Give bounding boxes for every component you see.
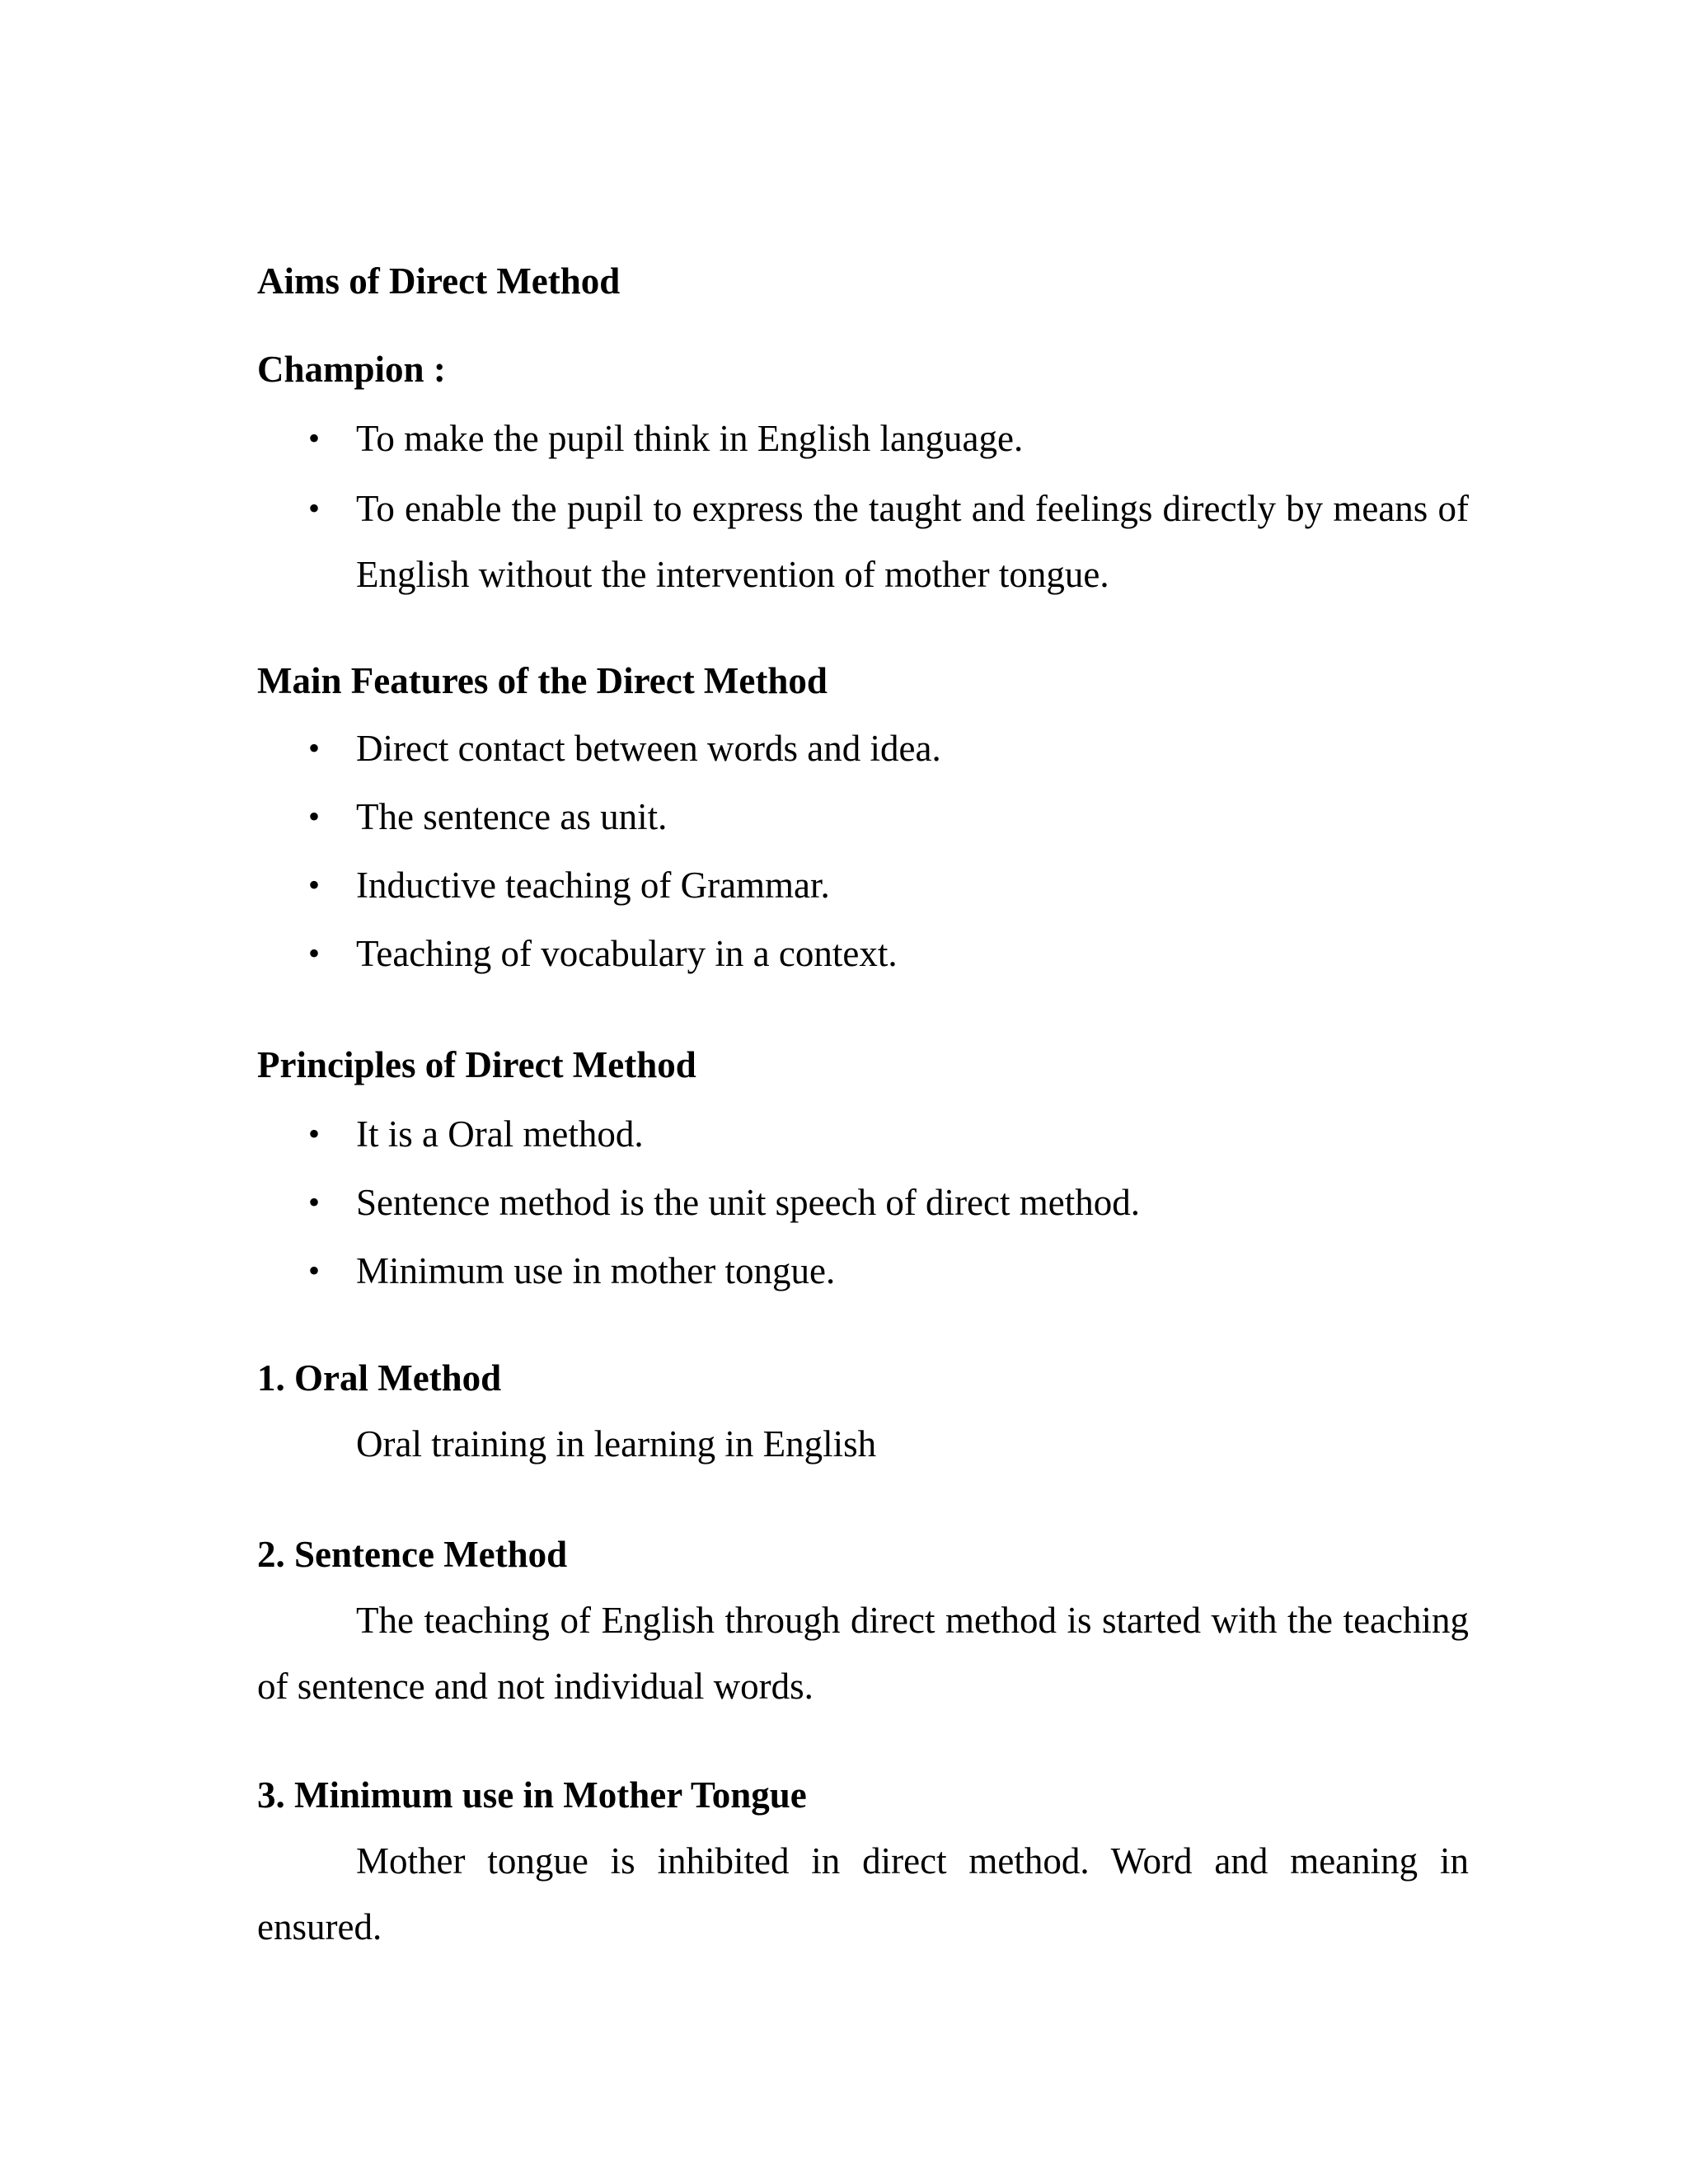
bullet-icon: • bbox=[308, 935, 321, 972]
oral-method-text: Oral training in learning in English bbox=[356, 1423, 877, 1465]
sentence-method-heading: 2. Sentence Method bbox=[257, 1534, 568, 1575]
sentence-method-text: The teaching of English through direct method is started with the teaching of sentence and not individual words. bbox=[257, 1600, 1469, 1707]
list-item: • To make the pupil think in English language. bbox=[257, 405, 1469, 471]
list-item: • Direct contact between words and idea. bbox=[257, 715, 1469, 781]
bullet-icon: • bbox=[308, 729, 321, 766]
list-item: • Inductive teaching of Grammar. bbox=[257, 852, 1469, 918]
bullet-icon: • bbox=[308, 1252, 321, 1289]
champion-list bbox=[257, 405, 1469, 607]
list-item: • The sentence as unit. bbox=[257, 784, 1469, 850]
principles-heading: Principles of Direct Method bbox=[257, 1044, 696, 1085]
list-item: • Sentence method is the unit speech of direct method. bbox=[257, 1169, 1469, 1235]
bullet-icon: • bbox=[308, 798, 321, 835]
features-heading: Main Features of the Direct Method bbox=[257, 660, 828, 701]
bullet-icon: • bbox=[308, 490, 321, 527]
principles-list bbox=[257, 1101, 1469, 1304]
list-item: • Teaching of vocabulary in a context. bbox=[257, 921, 1469, 987]
mother-tongue-heading: 3. Minimum use in Mother Tongue bbox=[257, 1774, 807, 1816]
bullet-icon: • bbox=[308, 866, 321, 903]
champion-heading: Champion : bbox=[257, 349, 446, 390]
list-item: • Minimum use in mother tongue. bbox=[257, 1238, 1469, 1304]
features-list bbox=[257, 715, 1469, 987]
bullet-icon: • bbox=[308, 1183, 321, 1221]
document-page bbox=[257, 0, 1469, 2184]
list-item: • To enable the pupil to express the taught and feelings directly by means of English without the intervention of mother tongue. bbox=[257, 476, 1469, 607]
oral-method-heading: 1. Oral Method bbox=[257, 1357, 502, 1399]
bullet-icon: • bbox=[308, 419, 321, 457]
list-item: • It is a Oral method. bbox=[257, 1101, 1469, 1167]
bullet-icon: • bbox=[308, 1115, 321, 1152]
mother-tongue-text: Mother tongue is inhibited in direct method. Word and meaning in ensured. bbox=[257, 1840, 1469, 1947]
aims-heading: Aims of Direct Method bbox=[257, 260, 621, 302]
